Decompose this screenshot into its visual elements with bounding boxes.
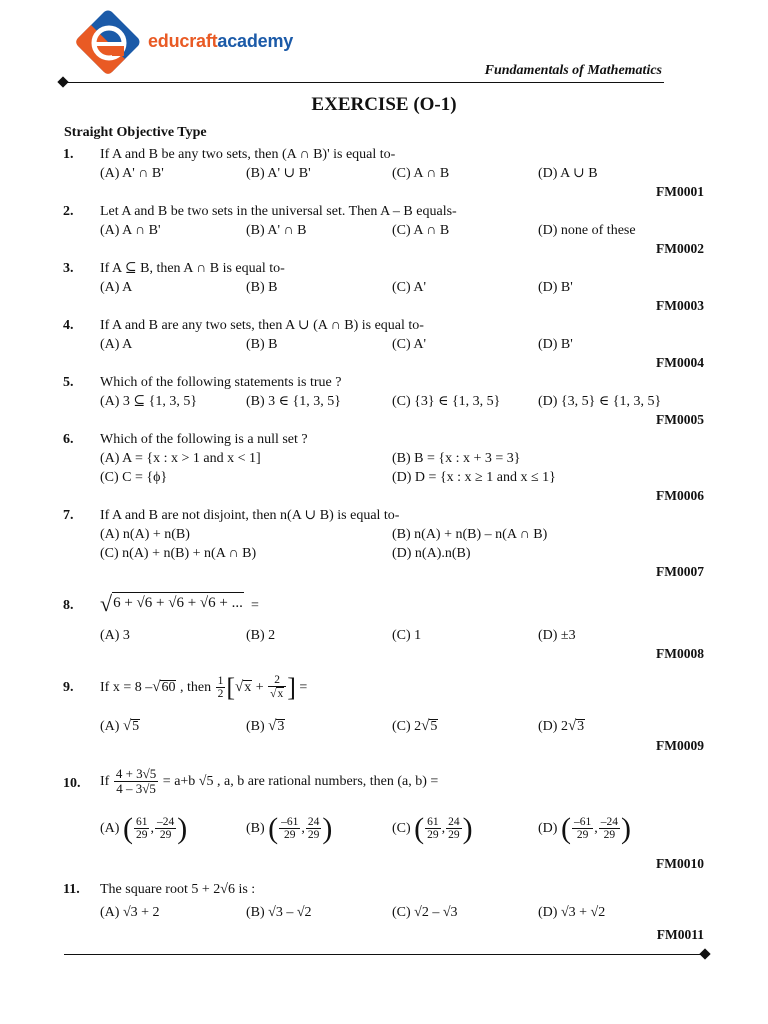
brand-name: educraftacademy bbox=[148, 31, 294, 51]
option-a: (A) √3 + 2 bbox=[100, 905, 160, 920]
question-number: 5. bbox=[63, 375, 74, 390]
option-b: (B) B bbox=[246, 337, 278, 352]
option-b: (B) √3 – √2 bbox=[246, 905, 312, 920]
option-c: (C) A' bbox=[392, 337, 427, 352]
question-text: Which of the following is a null set ? bbox=[100, 432, 308, 447]
question-code: FM0011 bbox=[656, 927, 704, 942]
subject-title: Fundamentals of Mathematics bbox=[484, 63, 662, 78]
question-number: 7. bbox=[63, 508, 74, 523]
option-b: (B) 2 bbox=[246, 628, 276, 643]
option-d: (D) √3 + √2 bbox=[538, 905, 606, 920]
header-rule-diamond bbox=[57, 76, 68, 87]
option-d: (D) B' bbox=[538, 337, 573, 352]
question-code: FM0001 bbox=[656, 184, 704, 199]
question-number: 9. bbox=[63, 680, 74, 695]
option-c: (C) {3} ∈ {1, 3, 5} bbox=[392, 394, 501, 409]
option-a: (A) A' ∩ B' bbox=[100, 166, 164, 181]
nested-radical-expression: √6 + √6 + √6 + √6 + ... bbox=[100, 591, 243, 617]
option-c: (C) n(A) + n(B) + n(A ∩ B) bbox=[100, 546, 257, 561]
option-b: (B) B = {x : x + 3 = 3} bbox=[392, 451, 521, 466]
question-code: FM0007 bbox=[656, 564, 704, 579]
option-a: (A) A ∩ B' bbox=[100, 223, 161, 238]
question-code: FM0004 bbox=[656, 355, 704, 370]
option-c: (C) C = {ϕ} bbox=[100, 470, 168, 485]
option-d: (D) 2√3 bbox=[538, 718, 585, 734]
option-b: (B) 3 ∈ {1, 3, 5} bbox=[246, 394, 341, 409]
question-number: 3. bbox=[63, 261, 74, 276]
question-code: FM0003 bbox=[656, 298, 704, 313]
question-code: FM0005 bbox=[656, 412, 704, 427]
question-number: 2. bbox=[63, 204, 74, 219]
question-code: FM0008 bbox=[656, 646, 704, 661]
option-d: (D) B' bbox=[538, 280, 573, 295]
option-a: (A) 3 bbox=[100, 628, 130, 643]
question-text: Which of the following statements is true ? bbox=[100, 375, 342, 390]
option-b: (B) A' ∩ B bbox=[246, 223, 307, 238]
option-a: (A) A bbox=[100, 280, 133, 295]
option-a: (A) ( $\frac{61}{29}$ , $\frac{-24}{29}$ ) bbox=[100, 811, 188, 845]
question-text: If A ⊆ B, then A ∩ B is equal to- bbox=[100, 261, 285, 276]
option-c: (C) A ∩ B bbox=[392, 166, 450, 181]
option-d: (D) none of these bbox=[538, 223, 636, 238]
option-d: (D) ±3 bbox=[538, 628, 576, 643]
option-d: (D) {3, 5} ∈ {1, 3, 5} bbox=[538, 394, 662, 409]
educraft-logo-icon bbox=[74, 8, 142, 76]
option-a: (A) √5 bbox=[100, 718, 140, 734]
section-heading: Straight Objective Type bbox=[64, 125, 207, 140]
footer-rule-diamond bbox=[699, 948, 710, 959]
option-a: (A) A = {x : x > 1 and x < 1] bbox=[100, 451, 261, 466]
option-b: (B) n(A) + n(B) – n(A ∩ B) bbox=[392, 527, 548, 542]
option-c: (C) ( $\frac{61}{29}$ , $\frac{24}{29}$ ) bbox=[392, 811, 473, 845]
question-code: FM0006 bbox=[656, 488, 704, 503]
question-number: 1. bbox=[63, 147, 74, 162]
question-number: 6. bbox=[63, 432, 74, 447]
equals-sign: = bbox=[251, 598, 259, 613]
footer-rule bbox=[64, 954, 704, 955]
option-c: (C) A ∩ B bbox=[392, 223, 450, 238]
question-code: FM0009 bbox=[656, 738, 704, 753]
option-b: (B) B bbox=[246, 280, 278, 295]
option-a: (A) A bbox=[100, 337, 133, 352]
option-d: (D) n(A).n(B) bbox=[392, 546, 471, 561]
option-d: (D) A ∪ B bbox=[538, 166, 598, 181]
question-code: FM0010 bbox=[656, 856, 704, 871]
option-c: (C) 2√5 bbox=[392, 718, 438, 734]
question-text: Let A and B be two sets in the universal set. Then A – B equals- bbox=[100, 204, 457, 219]
option-c: (C) 1 bbox=[392, 628, 422, 643]
question-code: FM0002 bbox=[656, 241, 704, 256]
question-number: 8. bbox=[63, 598, 74, 613]
header-rule bbox=[66, 82, 664, 83]
question-number: 4. bbox=[63, 318, 74, 333]
option-d: (D) D = {x : x ≥ 1 and x ≤ 1} bbox=[392, 470, 556, 485]
option-c: (C) √2 – √3 bbox=[392, 905, 458, 920]
question-text: The square root 5 + 2√6 is : bbox=[100, 882, 256, 897]
option-b: (B) ( $\frac{-61}{29}$ , $\frac{24}{29}$ ) bbox=[246, 811, 333, 845]
question-text: If A and B are not disjoint, then n(A ∪ B) is equal to- bbox=[100, 508, 400, 523]
option-d: (D) ( $\frac{-61}{29}$ , $\frac{-24}{29}$ ) bbox=[538, 811, 631, 845]
option-b: (B) √3 bbox=[246, 718, 285, 734]
option-a: (A) 3 ⊆ {1, 3, 5} bbox=[100, 394, 198, 409]
option-c: (C) A' bbox=[392, 280, 427, 295]
option-a: (A) n(A) + n(B) bbox=[100, 527, 190, 542]
page-title: EXERCISE (O-1) bbox=[311, 94, 457, 115]
question-text: If $\frac{4 + 3√5}{4 - 3√5}$ = a+b √5 , a, b are rational numbers, then (a, b) = bbox=[100, 766, 439, 797]
question-text: If x = 8 –√60 , then $\frac{1}{2}$ [√x + $\frac{2}{√x}$ ] = bbox=[100, 672, 308, 702]
question-number: 11. bbox=[63, 882, 80, 897]
question-text: If A and B are any two sets, then A ∪ (A ∩ B) is equal to- bbox=[100, 318, 424, 333]
question-text: If A and B be any two sets, then (A ∩ B)' is equal to- bbox=[100, 147, 396, 162]
question-number: 10. bbox=[63, 776, 81, 791]
option-b: (B) A' ∪ B' bbox=[246, 166, 311, 181]
